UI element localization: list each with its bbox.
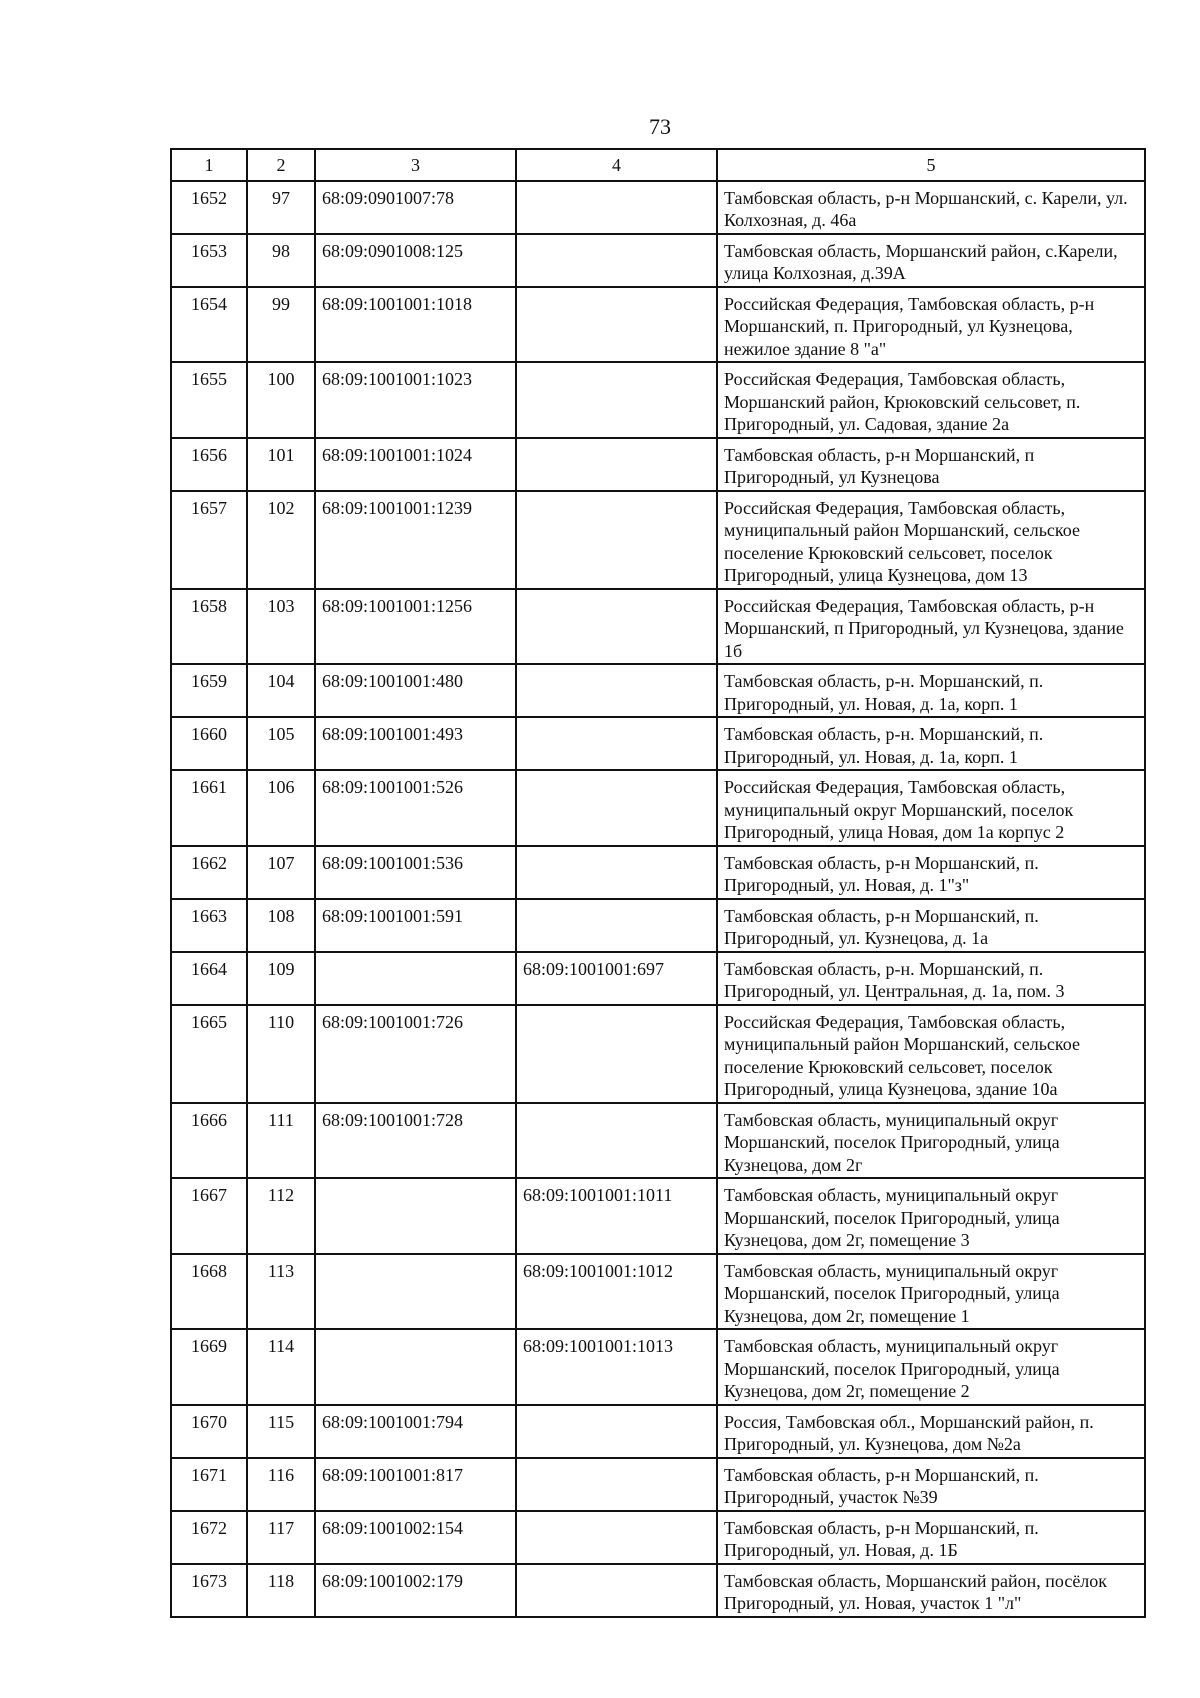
table-row: [171, 717, 1145, 770]
cell-index: 101: [247, 438, 315, 491]
cell-index: 97: [247, 181, 315, 234]
table-row: [171, 1329, 1145, 1405]
header-col-4: 4: [516, 149, 717, 181]
cell-record-number: 1652: [171, 181, 247, 234]
cell-record-number: 1656: [171, 438, 247, 491]
cell-address: Тамбовская область, р-н Моршанский, п. Пригородный, участок №39: [717, 1458, 1145, 1511]
page-number: 73: [649, 114, 671, 139]
cell-cadastral-number: 68:09:1001001:1018: [315, 287, 516, 363]
cell-record-number: 1666: [171, 1103, 247, 1179]
cell-index: 102: [247, 491, 315, 589]
cell-index: 98: [247, 234, 315, 287]
cell-premises-cadastral-number: [516, 181, 717, 234]
cell-index: 115: [247, 1405, 315, 1458]
cell-premises-cadastral-number: [516, 770, 717, 846]
cell-premises-cadastral-number: 68:09:1001001:1013: [516, 1329, 717, 1405]
cell-index: 106: [247, 770, 315, 846]
cell-cadastral-number: 68:09:1001001:726: [315, 1005, 516, 1103]
cell-record-number: 1662: [171, 846, 247, 899]
cell-index: 117: [247, 1511, 315, 1564]
header-col-2: 2: [247, 149, 315, 181]
cell-address: Тамбовская область, муниципальный округ Моршанский, поселок Пригородный, улица Кузнецова, дом 2г, помещение 1: [717, 1254, 1145, 1330]
table-row: [171, 234, 1145, 287]
cell-index: 99: [247, 287, 315, 363]
cell-cadastral-number: 68:09:1001001:1239: [315, 491, 516, 589]
table-header: [171, 149, 1145, 181]
cell-premises-cadastral-number: [516, 1405, 717, 1458]
cell-index: 114: [247, 1329, 315, 1405]
cell-premises-cadastral-number: [516, 362, 717, 438]
cell-record-number: 1667: [171, 1178, 247, 1254]
cell-index: 113: [247, 1254, 315, 1330]
cell-address: Российская Федерация, Тамбовская область, муниципальный округ Моршанский, поселок Пригородный, улица Новая, дом 1а корпус 2: [717, 770, 1145, 846]
cell-index: 109: [247, 952, 315, 1005]
cell-cadastral-number: 68:09:1001001:794: [315, 1405, 516, 1458]
cell-index: 103: [247, 589, 315, 665]
registry-table: [170, 148, 1146, 1618]
header-row: [171, 149, 1145, 181]
cell-address: Тамбовская область, Моршанский район, посёлок Пригородный, ул. Новая, участок 1 "л": [717, 1564, 1145, 1617]
cell-address: Тамбовская область, муниципальный округ Моршанский, поселок Пригородный, улица Кузнецова, дом 2г, помещение 2: [717, 1329, 1145, 1405]
cell-cadastral-number: 68:09:1001001:536: [315, 846, 516, 899]
cell-premises-cadastral-number: [516, 1103, 717, 1179]
cell-record-number: 1653: [171, 234, 247, 287]
cell-premises-cadastral-number: [516, 438, 717, 491]
cell-premises-cadastral-number: [516, 234, 717, 287]
table-row: [171, 1005, 1145, 1103]
cell-premises-cadastral-number: 68:09:1001001:697: [516, 952, 717, 1005]
cell-index: 104: [247, 664, 315, 717]
cell-premises-cadastral-number: 68:09:1001001:1012: [516, 1254, 717, 1330]
cell-cadastral-number: 68:09:1001001:1023: [315, 362, 516, 438]
cell-cadastral-number: 68:09:1001001:480: [315, 664, 516, 717]
cell-address: Тамбовская область, р-н Моршанский, п. Пригородный, ул. Новая, д. 1"з": [717, 846, 1145, 899]
cell-cadastral-number: 68:09:1001001:728: [315, 1103, 516, 1179]
table-row: [171, 1564, 1145, 1617]
cell-record-number: 1673: [171, 1564, 247, 1617]
cell-cadastral-number: 68:09:1001001:526: [315, 770, 516, 846]
cell-address: Тамбовская область, р-н Моршанский, п. Пригородный, ул. Кузнецова, д. 1а: [717, 899, 1145, 952]
cell-premises-cadastral-number: [516, 1458, 717, 1511]
header-col-1: 1: [171, 149, 247, 181]
table-body: [171, 181, 1145, 1617]
cell-cadastral-number: 68:09:1001001:493: [315, 717, 516, 770]
cell-cadastral-number: 68:09:1001002:154: [315, 1511, 516, 1564]
cell-record-number: 1671: [171, 1458, 247, 1511]
table-row: [171, 952, 1145, 1005]
cell-premises-cadastral-number: [516, 664, 717, 717]
cell-address: Российская Федерация, Тамбовская область, Моршанский район, Крюковский сельсовет, п. Пригородный, ул. Садовая, здание 2а: [717, 362, 1145, 438]
cell-record-number: 1668: [171, 1254, 247, 1330]
cell-address: Российская Федерация, Тамбовская область, р-н Моршанский, п Пригородный, ул Кузнецова, здание 1б: [717, 589, 1145, 665]
cell-record-number: 1664: [171, 952, 247, 1005]
cell-cadastral-number: [315, 952, 516, 1005]
cell-record-number: 1665: [171, 1005, 247, 1103]
cell-address: Тамбовская область, р-н. Моршанский, п. Пригородный, ул. Новая, д. 1а, корп. 1: [717, 717, 1145, 770]
header-col-3: 3: [315, 149, 516, 181]
cell-premises-cadastral-number: [516, 589, 717, 665]
cell-record-number: 1663: [171, 899, 247, 952]
table-row: [171, 1254, 1145, 1330]
cell-premises-cadastral-number: [516, 846, 717, 899]
table-row: [171, 362, 1145, 438]
table-row: [171, 287, 1145, 363]
cell-premises-cadastral-number: [516, 1005, 717, 1103]
cell-premises-cadastral-number: [516, 1564, 717, 1617]
table-row: [171, 181, 1145, 234]
cell-index: 111: [247, 1103, 315, 1179]
cell-premises-cadastral-number: [516, 491, 717, 589]
cell-record-number: 1669: [171, 1329, 247, 1405]
cell-index: 118: [247, 1564, 315, 1617]
cell-cadastral-number: 68:09:0901007:78: [315, 181, 516, 234]
table-row: [171, 1178, 1145, 1254]
table-row: [171, 589, 1145, 665]
cell-premises-cadastral-number: [516, 287, 717, 363]
cell-index: 112: [247, 1178, 315, 1254]
cell-address: Российская Федерация, Тамбовская область, р-н Моршанский, п. Пригородный, ул Кузнецова, нежилое здание 8 "а": [717, 287, 1145, 363]
cell-address: Российская Федерация, Тамбовская область, муниципальный район Моршанский, сельское поселение Крюковский сельсовет, поселок Пригородный, улица Кузнецова, здание 10а: [717, 1005, 1145, 1103]
table-row: [171, 899, 1145, 952]
cell-premises-cadastral-number: 68:09:1001001:1011: [516, 1178, 717, 1254]
cell-index: 107: [247, 846, 315, 899]
table-row: [171, 438, 1145, 491]
cell-cadastral-number: [315, 1329, 516, 1405]
cell-index: 116: [247, 1458, 315, 1511]
cell-address: Тамбовская область, р-н Моршанский, с. Карели, ул. Колхозная, д. 46а: [717, 181, 1145, 234]
cell-cadastral-number: 68:09:0901008:125: [315, 234, 516, 287]
cell-record-number: 1661: [171, 770, 247, 846]
cell-premises-cadastral-number: [516, 899, 717, 952]
cell-address: Тамбовская область, Моршанский район, с.Карели, улица Колхозная, д.39А: [717, 234, 1145, 287]
cell-index: 108: [247, 899, 315, 952]
cell-record-number: 1659: [171, 664, 247, 717]
header-col-5: 5: [717, 149, 1145, 181]
cell-record-number: 1670: [171, 1405, 247, 1458]
table-row: [171, 1511, 1145, 1564]
table-row: [171, 1405, 1145, 1458]
cell-premises-cadastral-number: [516, 717, 717, 770]
cell-record-number: 1672: [171, 1511, 247, 1564]
table-row: [171, 770, 1145, 846]
table-row: [171, 1458, 1145, 1511]
cell-cadastral-number: 68:09:1001001:1024: [315, 438, 516, 491]
cell-cadastral-number: 68:09:1001001:1256: [315, 589, 516, 665]
cell-cadastral-number: [315, 1254, 516, 1330]
cell-address: Российская Федерация, Тамбовская область, муниципальный район Моршанский, сельское поселение Крюковский сельсовет, поселок Пригородный, улица Кузнецова, дом 13: [717, 491, 1145, 589]
cell-address: Тамбовская область, р-н. Моршанский, п. Пригородный, ул. Центральная, д. 1а, пом. 3: [717, 952, 1145, 1005]
cell-cadastral-number: [315, 1178, 516, 1254]
cell-address: Россия, Тамбовская обл., Моршанский район, п. Пригородный, ул. Кузнецова, дом №2а: [717, 1405, 1145, 1458]
cell-record-number: 1658: [171, 589, 247, 665]
cell-index: 105: [247, 717, 315, 770]
cell-cadastral-number: 68:09:1001002:179: [315, 1564, 516, 1617]
cell-premises-cadastral-number: [516, 1511, 717, 1564]
cell-address: Тамбовская область, р-н. Моршанский, п. Пригородный, ул. Новая, д. 1а, корп. 1: [717, 664, 1145, 717]
table-row: [171, 664, 1145, 717]
cell-index: 110: [247, 1005, 315, 1103]
cell-record-number: 1655: [171, 362, 247, 438]
cell-address: Тамбовская область, муниципальный округ Моршанский, поселок Пригородный, улица Кузнецова, дом 2г, помещение 3: [717, 1178, 1145, 1254]
cell-address: Тамбовская область, муниципальный округ Моршанский, поселок Пригородный, улица Кузнецова, дом 2г: [717, 1103, 1145, 1179]
cell-index: 100: [247, 362, 315, 438]
cell-address: Тамбовская область, р-н Моршанский, п. Пригородный, ул. Новая, д. 1Б: [717, 1511, 1145, 1564]
cell-address: Тамбовская область, р-н Моршанский, п Пригородный, ул Кузнецова: [717, 438, 1145, 491]
cell-cadastral-number: 68:09:1001001:817: [315, 1458, 516, 1511]
cell-record-number: 1654: [171, 287, 247, 363]
table-row: [171, 491, 1145, 589]
cell-record-number: 1660: [171, 717, 247, 770]
table-row: [171, 1103, 1145, 1179]
cell-record-number: 1657: [171, 491, 247, 589]
table-row: [171, 846, 1145, 899]
cell-cadastral-number: 68:09:1001001:591: [315, 899, 516, 952]
